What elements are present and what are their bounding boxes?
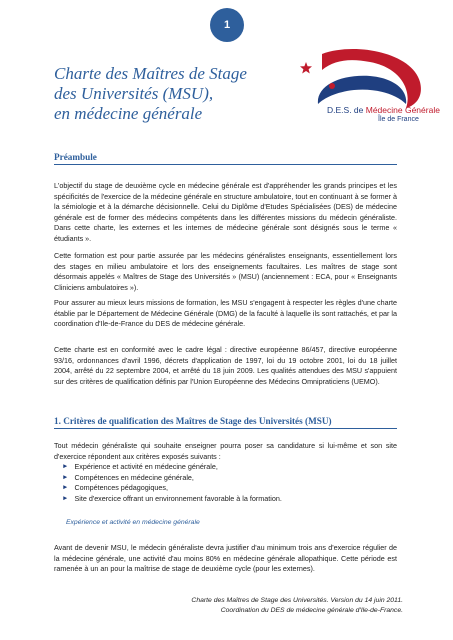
title-line-3: en médecine générale: [54, 104, 203, 123]
page-title: [54, 64, 284, 124]
experience-paragraph: Avant de devenir MSU, le médecin généraliste devra justifier d'au minimum trois ans d'exercice régulier de la médecine générale, une activité d'au moins 80% en médecine générale allopathique. Cette période est ramenée à un an pour la maîtrise de stage de deuxième cycle (pour les externes).: [54, 543, 397, 574]
list-item: [62, 473, 392, 484]
criteria-list: [62, 462, 392, 504]
logo-red-dot: [329, 83, 335, 89]
logo-region: Île de France: [378, 116, 419, 123]
logo-med: Médecine Générale: [365, 105, 440, 115]
arrow-icon: ►: [62, 484, 69, 492]
preambule-paragraph-2: Cette formation est pour partie assurée par les médecins généralistes enseignants, essentiellement lors des stages en milieu ambulatoire et lors des enseignements facultaires. Les maîtres de stage sont désormais appelés « Maîtres de Stage des Universités » (MSU) (anciennement : ECA, pour « Enseignants Cliniciens ambulatoires »).: [54, 251, 397, 292]
logo-star-icon: [300, 62, 312, 74]
section-1-heading: 1. Critères de qualification des Maîtres de Stage des Universités (MSU): [54, 416, 397, 429]
experience-subheading: Expérience et activité en médecine générale: [66, 519, 200, 526]
criteria-item-label: Site d'exercice offrant un environnement favorable à la formation.: [74, 493, 282, 503]
preambule-paragraph-3: Pour assurer au mieux leurs missions de formation, les MSU s'engagent à respecter les règles d'une charte établie par le Département de Médecine Générale (DMG) de la faculté à laquelle ils sont rattachés, et par la coordination d'Ile-de-France du DES de médecine générale.: [54, 298, 397, 329]
section-1-intro: Tout médecin généraliste qui souhaite enseigner pourra poser sa candidature si lui-même et son site d'exercice répondent aux critères exposés suivants :: [54, 441, 397, 461]
footer-line-2: Coordination du DES de médecine générale d'Ile-de-France.: [220, 607, 403, 614]
preambule-heading: Préambule: [54, 152, 397, 165]
logo-caption: [327, 105, 440, 115]
title-line-2: des Universités (MSU),: [54, 84, 214, 103]
footer-line-1: Charte des Maîtres de Stage des Universités. Version du 14 juin 2011.: [191, 597, 403, 604]
arrow-icon: ►: [62, 473, 69, 481]
criteria-item-label: Compétences en médecine générale,: [74, 472, 194, 482]
logo-prefix: D.E.S. de: [327, 105, 366, 115]
list-item: [62, 483, 392, 494]
criteria-item-label: Compétences pédagogiques,: [74, 483, 168, 493]
arrow-icon: ►: [62, 463, 69, 470]
page-footer: [83, 596, 403, 616]
page-number-badge: 1: [210, 8, 244, 42]
arrow-icon: ►: [62, 494, 69, 502]
list-item: [62, 462, 392, 473]
preambule-paragraph-4: Cette charte est en conformité avec le cadre légal : directive européenne 86/457, directive européenne 93/16, ordonnances d'avril 1996, décrets d'application de 1997, loi du 19 octobre 2001, loi du 18 juillet 2004, arrêté du 22 septembre 2004, et arrêté du 18 juin 2009. Les qualités attendues des MSU s'appuient sur des critères de qualification définis par l'Union Européenne des Médecins Omnipraticiens (UEMO).: [54, 345, 397, 386]
list-item: [62, 494, 392, 505]
logo-blue-swoosh: [318, 76, 406, 104]
preambule-paragraph-1: L'objectif du stage de deuxième cycle en médecine générale est d'appréhender les grands principes et les spécificités de l'exercice de la médecine générale en structure ambulatoire, tout en continuant à se former à la sémiologie et à la démarche décisionnelle. Celui du Diplôme d'Etudes Spécialisées (DES) de médecine générale est de former des médecins compétents dans les différentes missions du médecin généraliste. Dans cette charte, les externes et les internes de médecine générale sont désignés sous le terme « étudiants ».: [54, 181, 397, 243]
title-line-1: Charte des Maîtres de Stage: [54, 64, 247, 83]
criteria-item-label: Expérience et activité en médecine générale,: [74, 462, 218, 471]
